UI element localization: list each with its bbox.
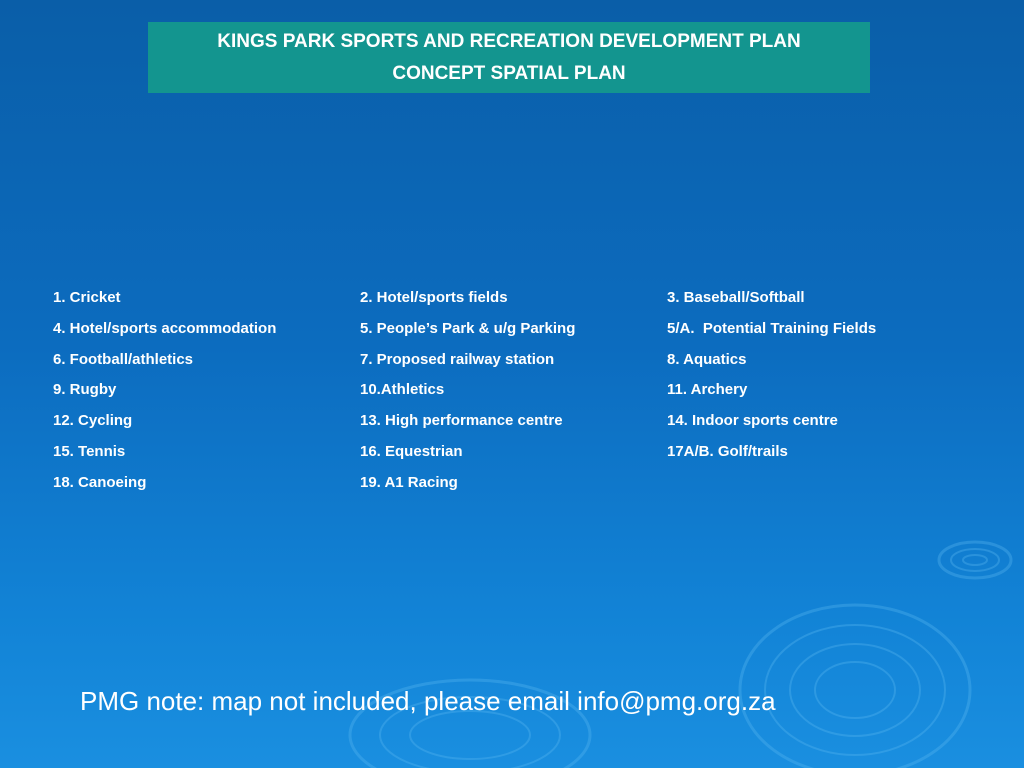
list-item: 15. Tennis	[53, 442, 126, 460]
slide-title-line-2: CONCEPT SPATIAL PLAN	[392, 62, 626, 84]
list-item: 6. Football/athletics	[53, 350, 194, 368]
list-item: 5. People’s Park & u/g Parking	[360, 319, 576, 337]
list-item: 9. Rugby	[53, 381, 117, 399]
list-item: 17A/B. Golf/trails	[667, 442, 788, 460]
list-item: 18. Canoeing	[53, 473, 147, 491]
pmg-note: PMG note: map not included, please email info@pmg.org.za	[80, 686, 776, 716]
list-item: 5/A. Potential Training Fields	[667, 319, 877, 337]
facility-list	[53, 283, 993, 499]
list-item: 19. A1 Racing	[360, 473, 458, 491]
list-item: 4. Hotel/sports accommodation	[53, 319, 277, 337]
list-item: 11. Archery	[667, 381, 748, 399]
slide-title-box	[148, 22, 870, 93]
list-item: 1. Cricket	[53, 289, 121, 306]
list-item: 2. Hotel/sports fields	[360, 289, 508, 306]
list-item: 14. Indoor sports centre	[667, 412, 838, 430]
list-item: 3. Baseball/Softball	[667, 289, 805, 306]
list-item: 12. Cycling	[53, 412, 133, 430]
list-item: 7. Proposed railway station	[360, 350, 555, 368]
list-item	[667, 468, 993, 499]
list-item: 10.Athletics	[360, 381, 445, 399]
list-item: 8. Aquatics	[667, 350, 747, 368]
list-item: 16. Equestrian	[360, 442, 463, 460]
slide-title-line-1: KINGS PARK SPORTS AND RECREATION DEVELOPMENT PLAN	[217, 30, 801, 52]
list-item: 13. High performance centre	[360, 412, 563, 430]
